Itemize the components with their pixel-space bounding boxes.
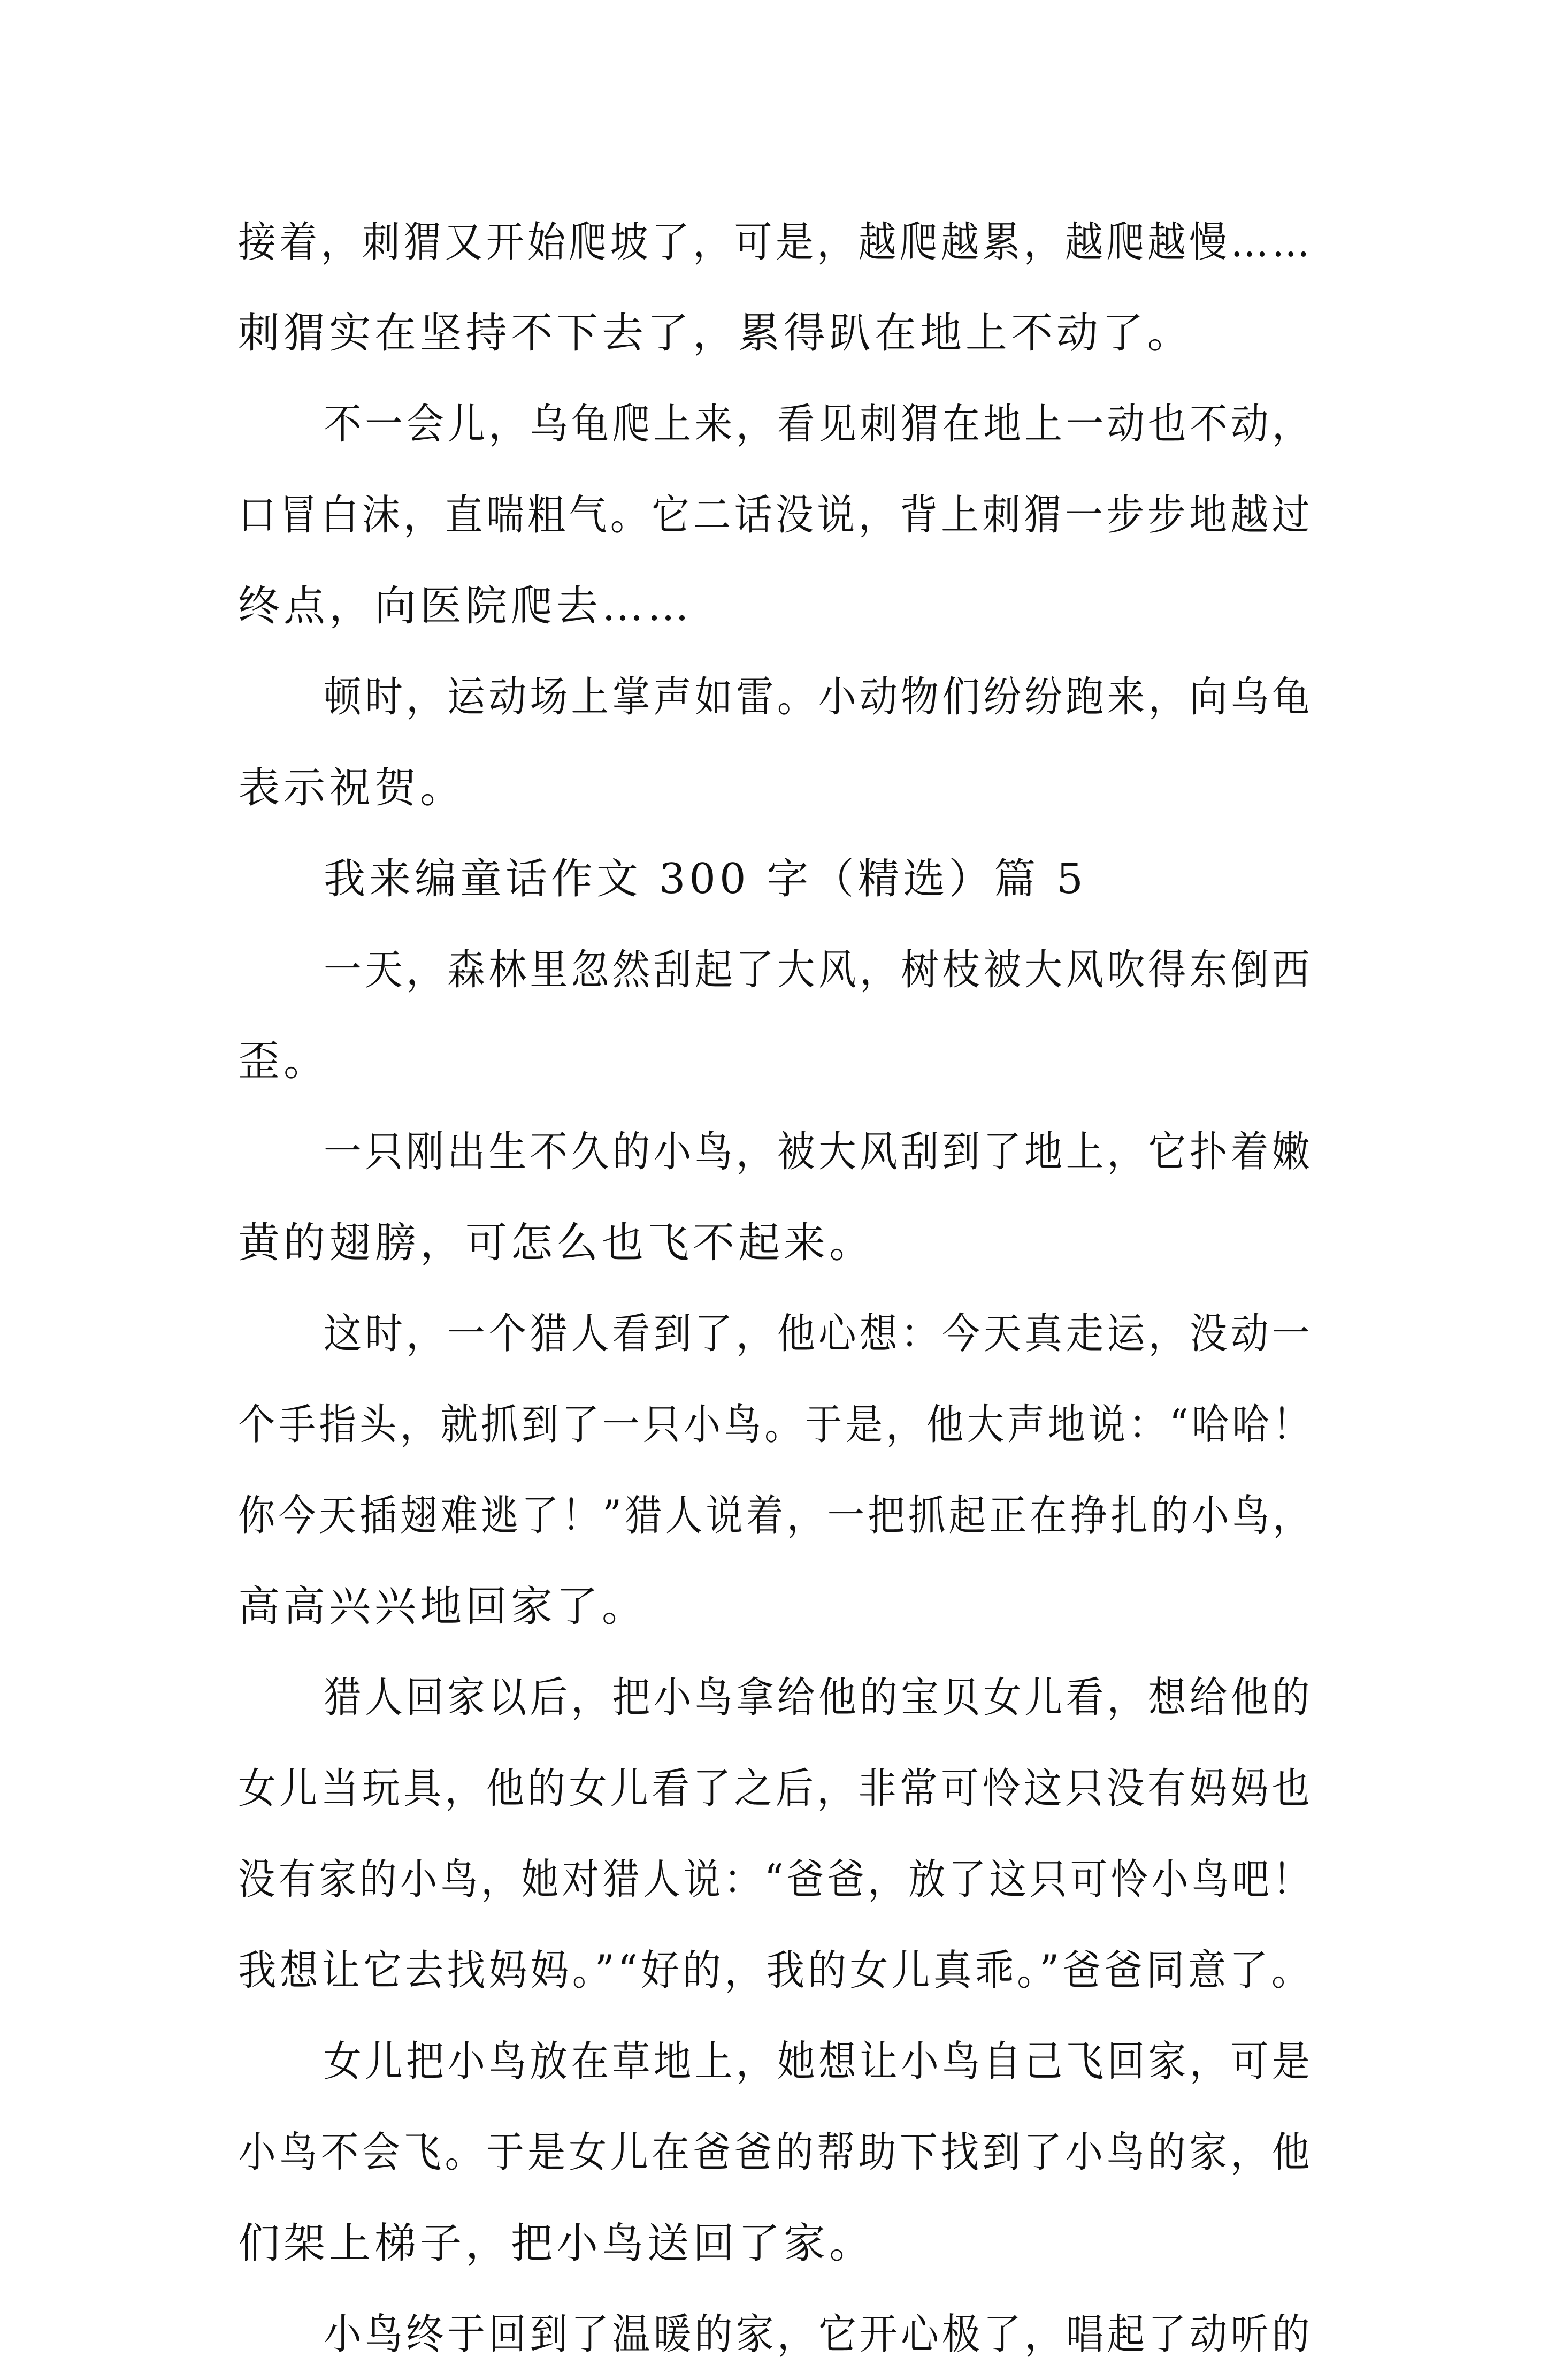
text-line-5: 终点，向医院爬去…… xyxy=(238,582,693,630)
text-line-20: 我想让它去找妈妈。”“好的，我的女儿真乖。”爸爸同意了。 xyxy=(238,1947,1313,1995)
text-line-24: 小鸟终于回到了温暖的家，它开心极了，唱起了动听的 xyxy=(324,2310,1313,2359)
text-line-7: 表示祝贺。 xyxy=(238,764,466,812)
text-line-23: 们架上梯子，把小鸟送回了家。 xyxy=(238,2219,875,2268)
text-line-12: 黄的翅膀，可怎么也飞不起来。 xyxy=(238,1219,875,1267)
document-body xyxy=(238,197,1313,2380)
text-line-4: 口冒白沫，直喘粗气。它二话没说，背上刺猬一步步地越过 xyxy=(238,491,1313,539)
text-line-13: 这时，一个猎人看到了，他心想：今天真走运，没动一 xyxy=(324,1310,1313,1358)
text-line-2: 刺猬实在坚持不下去了，累得趴在地上不动了。 xyxy=(238,309,1193,357)
text-line-15: 你今天插翅难逃了！”猎人说着，一把抓起正在挣扎的小鸟， xyxy=(238,1492,1313,1540)
text-line-1: 接着，刺猬又开始爬坡了，可是，越爬越累，越爬越慢…… xyxy=(238,218,1313,266)
text-line-18: 女儿当玩具，他的女儿看了之后，非常可怜这只没有妈妈也 xyxy=(238,1765,1313,1813)
section-heading: 我来编童话作文 300 字（精选）篇 5 xyxy=(324,855,1087,903)
text-line-6: 顿时，运动场上掌声如雷。小动物们纷纷跑来，向乌龟 xyxy=(324,673,1313,721)
text-line-11: 一只刚出生不久的小鸟，被大风刮到了地上，它扑着嫩 xyxy=(324,1128,1313,1176)
text-line-16: 高高兴兴地回家了。 xyxy=(238,1583,648,1631)
text-line-19: 没有家的小鸟，她对猎人说：“爸爸，放了这只可怜小鸟吧！ xyxy=(238,1856,1313,1904)
text-line-3: 不一会儿，乌龟爬上来，看见刺猬在地上一动也不动， xyxy=(324,400,1313,448)
text-line-10: 歪。 xyxy=(238,1037,329,1085)
text-line-9: 一天，森林里忽然刮起了大风，树枝被大风吹得东倒西 xyxy=(324,946,1313,994)
text-line-21: 女儿把小鸟放在草地上，她想让小鸟自己飞回家，可是 xyxy=(324,2038,1313,2086)
text-line-22: 小鸟不会飞。于是女儿在爸爸的帮助下找到了小鸟的家，他 xyxy=(238,2129,1313,2177)
text-line-17: 猎人回家以后，把小鸟拿给他的宝贝女儿看，想给他的 xyxy=(324,1674,1313,1722)
text-line-14: 个手指头，就抓到了一只小鸟。于是，他大声地说：“哈哈！ xyxy=(238,1401,1313,1449)
